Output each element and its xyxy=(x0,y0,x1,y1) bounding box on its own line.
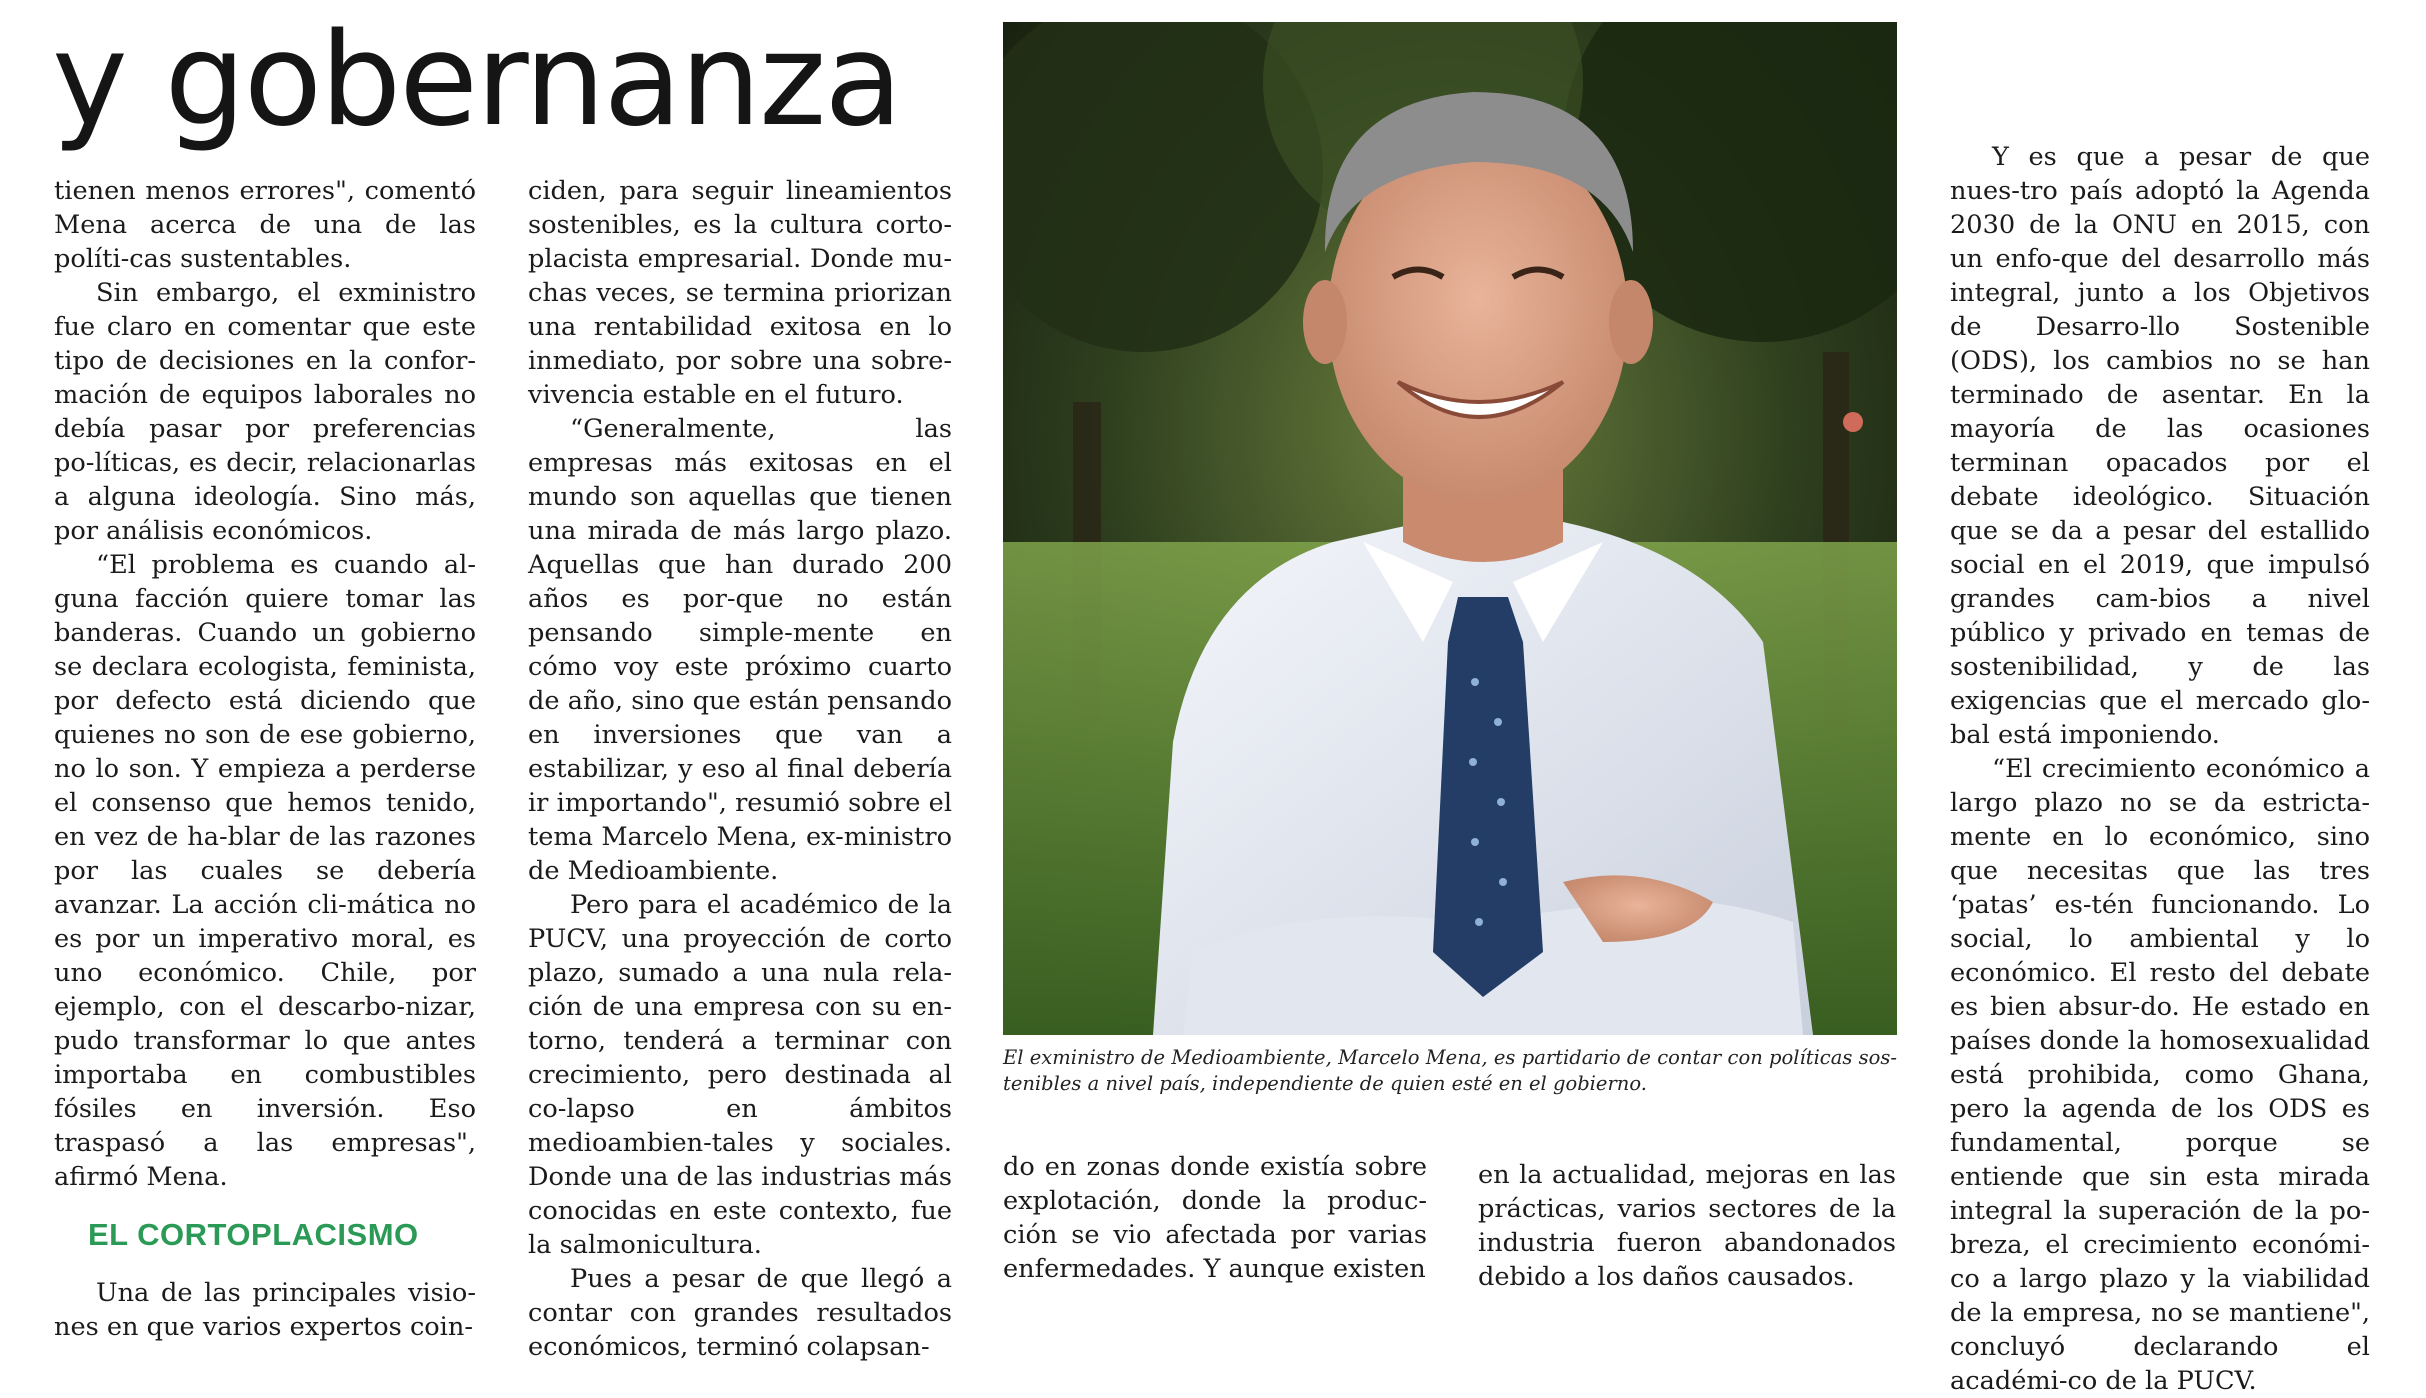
paragraph: “Generalmente, las empresas más exitosas en el mundo son aquellas que tienen una mirada de más largo plazo. Aquellas que han durado 200 años es por-que no están pensando simple-mente en cómo voy este próximo cuarto de año, sino que están pensando en inversiones que van a estabilizar, y eso al final debería ir importando", resumió sobre el tema Marcelo Mena, ex-ministro de Medioambiente. xyxy=(528,414,952,886)
paragraph: do en zonas donde existía sobre explotación, donde la produc-ción se vio afectada por varias enfermedades. Y aunque existen xyxy=(1003,1152,1427,1284)
paragraph: “El problema es cuando al-guna facción quiere tomar las banderas. Cuando un gobierno se declara ecologista, feminista, por defecto está diciendo que quienes no son de ese gobierno, no lo son. Y empieza a perderse el consenso que hemos tenido, en vez de ha-blar de las razones por las cuales se debería avanzar. La acción cli-mática no es por un imperativo moral, es uno económico. Chile, por ejemplo, con el descarbo-nizar, pudo transformar lo que antes importaba en combustibles fósiles en inversión. Eso traspasó a las empresas", afirmó Mena. xyxy=(54,550,476,1192)
paragraph: en la actualidad, mejoras en las prácticas, varios sectores de la industria fueron abandonados debido a los daños causados. xyxy=(1478,1160,1896,1292)
paragraph: Una de las principales visio-nes en que varios expertos coin- xyxy=(54,1278,476,1342)
paragraph: “El crecimiento económico a largo plazo no se da estricta-mente en lo económico, sino que necesitas que las tres ‘patas’ es-tén funcionando. Lo social, lo ambiental y lo económico. El resto del debate es bien absur-do. He estado en países donde la homosexualidad está prohibida, como Ghana, pero la agenda de los ODS es fundamental, porque se entiende que sin esta mirada integral la superación de la po-breza, el crecimiento económi-co a largo plazo y la viabilidad de la empresa, no se mantiene", concluyó declarando el académi-co de la PUCV. xyxy=(1950,754,2370,1396)
paragraph: tienen menos errores", comentó Mena acerca de una de las políti-cas sustentables. xyxy=(54,176,476,274)
article-column-4 xyxy=(1478,1158,1896,1294)
article-column-2 xyxy=(528,174,952,1364)
paragraph: Pero para el académico de la PUCV, una proyección de corto plazo, sumado a una nula rela-ción de una empresa con su en-torno, tenderá a terminar con crecimiento, pero destinada al co-lapso en ámbitos medioambien-tales y sociales. Donde una de las industrias más conocidas en este contexto, fue la salmonicultura. xyxy=(528,890,952,1260)
article-column-5 xyxy=(1950,140,2370,1398)
photo-caption: El exministro de Medioambiente, Marcelo Mena, es partidario de contar con políticas sos-tenibles a nivel país, independiente de quien esté en el gobierno. xyxy=(1003,1046,1897,1095)
paragraph: ciden, para seguir lineamientos sostenibles, es la cultura corto-placista empresarial. Donde mu-chas veces, se termina priorizan una rentabilidad exitosa en lo inmediato, por sobre una sobre-vivencia estable en el futuro. xyxy=(528,176,952,410)
headline: y gobernanza xyxy=(52,6,901,155)
portrait-illustration xyxy=(1003,22,1897,1035)
portrait-photo xyxy=(1003,22,1897,1035)
paragraph: Pues a pesar de que llegó a contar con grandes resultados económicos, terminó colapsan- xyxy=(528,1264,952,1362)
paragraph: Sin embargo, el exministro fue claro en comentar que este tipo de decisiones en la confor-mación de equipos laborales no debía pasar por preferencias po-líticas, es decir, relacionarlas a alguna ideología. Sino más, por análisis económicos. xyxy=(54,278,476,546)
article-column-3 xyxy=(1003,1150,1427,1286)
article-column-1 xyxy=(54,174,476,1344)
section-subhead: EL CORTOPLACISMO xyxy=(88,1217,419,1252)
paragraph: Y es que a pesar de que nues-tro país adoptó la Agenda 2030 de la ONU en 2015, con un enfo-que del desarrollo más integral, junto a los Objetivos de Desarro-llo Sostenible (ODS), los cambios no se han terminado de asentar. En la mayoría de las ocasiones terminan opacados por el debate ideológico. Situación que se da a pesar del estallido social en el 2019, que impulsó grandes cam-bios a nivel público y privado en temas de sostenibilidad, y de las exigencias que el mercado glo-bal está imponiendo. xyxy=(1950,142,2370,750)
